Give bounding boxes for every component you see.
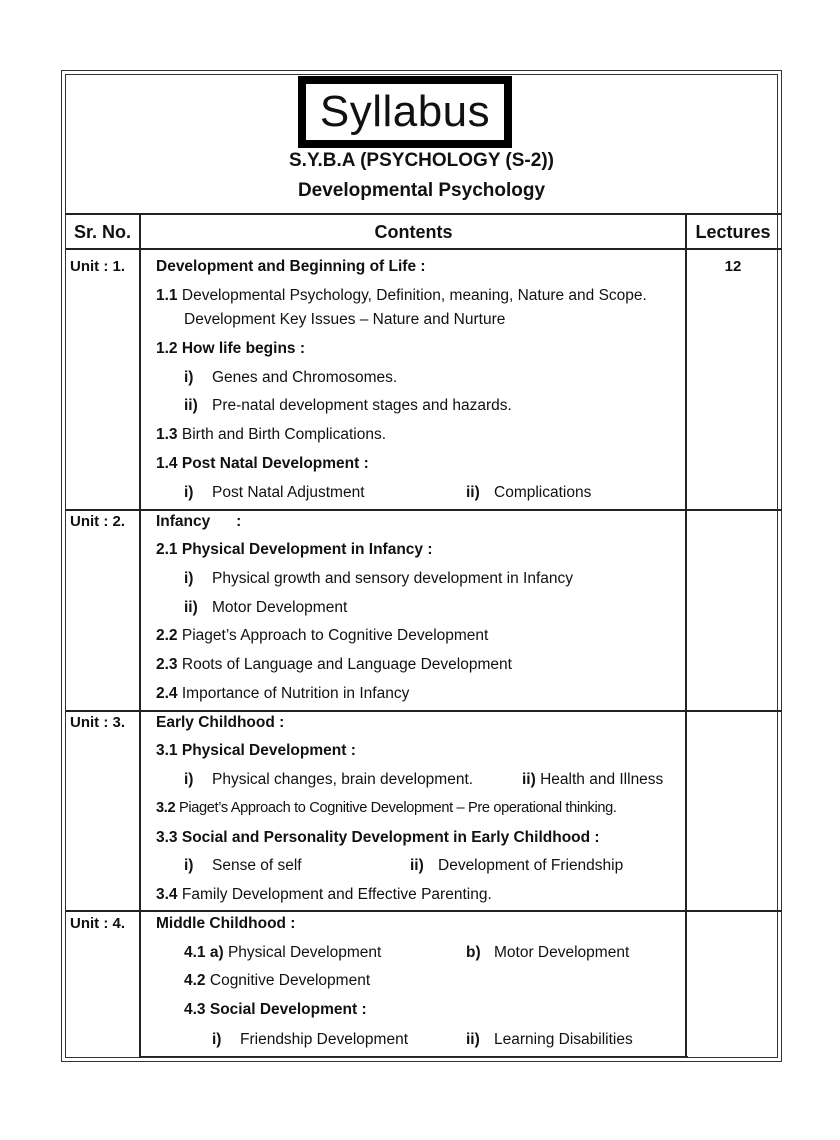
list-item: i) Post Natal Adjustment: [184, 484, 365, 501]
list-item: b) Motor Development: [466, 944, 630, 961]
section-3-3: 3.3 Social and Personality Development in Early Childhood :: [156, 829, 600, 846]
unit-2-heading: Infancy :: [156, 513, 242, 530]
unit1-bottom-border: [65, 509, 782, 511]
section-2-2: 2.2 Piaget’s Approach to Cognitive Development: [156, 627, 489, 644]
list-item: ii) Health and Illness: [522, 771, 664, 788]
header-contents: Contents: [374, 222, 453, 242]
section-3-1: 3.1 Physical Development :: [156, 742, 356, 759]
list-item: i) Sense of self: [184, 857, 302, 874]
header-bottom-border: [65, 248, 782, 250]
section-4-3: 4.3 Social Development :: [184, 1001, 367, 1018]
section-2-1: 2.1 Physical Development in Infancy :: [156, 541, 433, 558]
list-item: ii) Learning Disabilities: [466, 1031, 633, 1048]
unit-3-heading: Early Childhood :: [156, 714, 285, 731]
list-item: ii) Pre-natal development stages and hazards.: [184, 397, 512, 414]
unit-1-lectures: 12: [724, 258, 742, 275]
list-item: i) Friendship Development: [212, 1031, 409, 1048]
list-item: i) Physical growth and sensory development in Infancy: [184, 570, 574, 587]
course-title: S.Y.B.A (PSYCHOLOGY (S-2)): [289, 150, 554, 171]
unit-4-label: Unit : 4.: [70, 915, 125, 932]
unit-1-heading: Development and Beginning of Life :: [156, 258, 426, 275]
section-text: Developmental Psychology, Definition, meaning, Nature and Scope.: [181, 287, 647, 304]
unit-4-heading: Middle Childhood :: [156, 915, 296, 932]
list-item: i) Physical changes, brain development.: [184, 771, 474, 788]
table-bottom-border: [140, 1056, 688, 1057]
unit-1-label: Unit : 1.: [70, 258, 125, 275]
section-1-1-line2: Development Key Issues – Nature and Nurture: [184, 311, 506, 328]
col-divider-1: [139, 213, 141, 1058]
unit-3-label: Unit : 3.: [70, 714, 125, 731]
section-2-4: 2.4 Importance of Nutrition in Infancy: [156, 685, 410, 702]
section-4-2: 4.2 Cognitive Development: [184, 972, 371, 989]
page-title: Syllabus: [306, 84, 504, 140]
subject-title: Developmental Psychology: [297, 180, 546, 201]
section-3-2: 3.2 Piaget’s Approach to Cognitive Development – Pre operational thinking.: [156, 800, 617, 816]
unit3-bottom-border: [65, 910, 782, 912]
list-item: i) Genes and Chromosomes.: [184, 369, 398, 386]
section-4-1: 4.1 a) Physical Development: [184, 944, 382, 961]
unit-2-label: Unit : 2.: [70, 513, 125, 530]
header-lectures: Lectures: [695, 222, 771, 242]
unit2-bottom-border: [65, 710, 782, 712]
section-1-3: 1.3 Birth and Birth Complications.: [156, 426, 387, 443]
list-item: ii) Development of Friendship: [410, 857, 624, 874]
section-1-4: 1.4 Post Natal Development :: [156, 455, 369, 472]
list-item: ii) Motor Development: [184, 599, 348, 616]
section-2-3: 2.3 Roots of Language and Language Development: [156, 656, 512, 673]
title-box: [298, 76, 512, 148]
section-1-2: 1.2 How life begins :: [156, 340, 305, 357]
section-num: 1.1: [156, 287, 178, 304]
header-sr-no: Sr. No.: [73, 222, 131, 242]
col-divider-2: [685, 213, 687, 1058]
list-item: ii) Complications: [466, 484, 592, 501]
table-top-border: [65, 213, 782, 215]
section-3-4: 3.4 Family Development and Effective Parenting.: [156, 886, 492, 903]
section-1-1: [156, 287, 647, 305]
